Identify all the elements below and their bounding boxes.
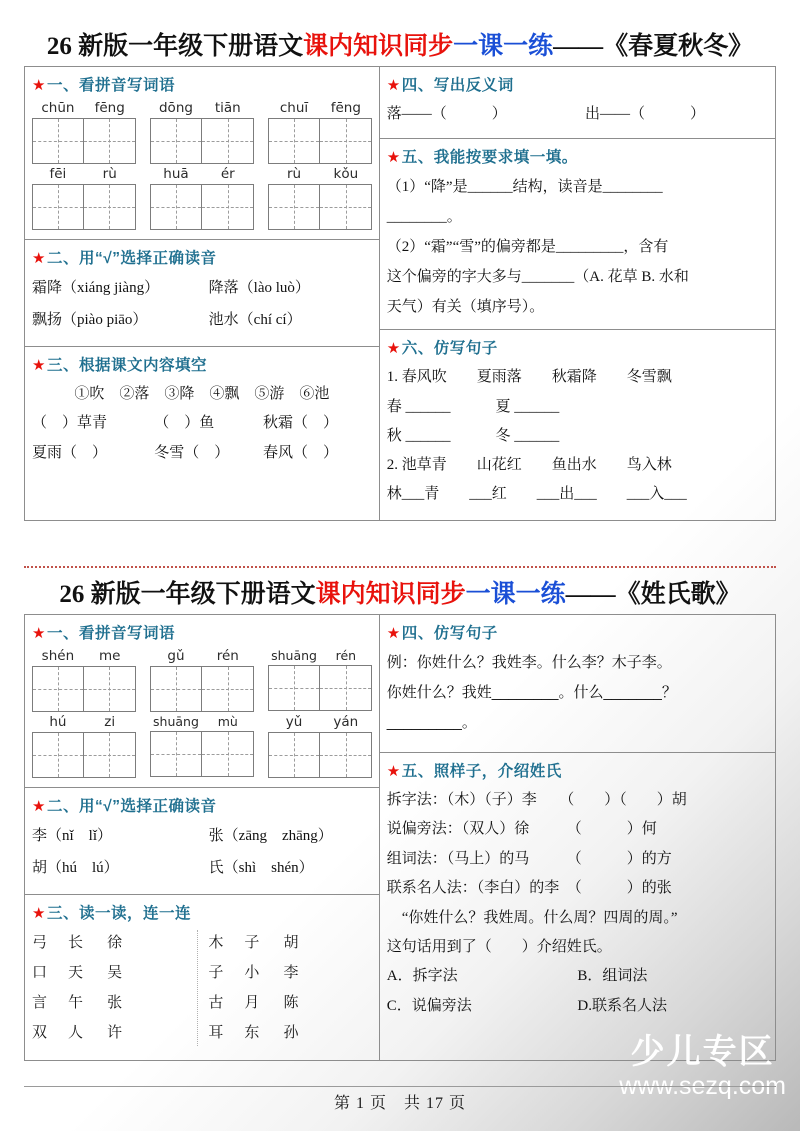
- question-line[interactable]: 这个偏旁的字大多与_______（A. 花草 B. 水和: [386, 269, 689, 286]
- character-grid[interactable]: [268, 732, 372, 778]
- pinyin-syllable: rén: [335, 648, 357, 663]
- character-grid[interactable]: [150, 731, 254, 777]
- match-surname[interactable]: 张: [107, 995, 123, 1011]
- grid-cell[interactable]: [151, 732, 201, 776]
- match-char[interactable]: 月: [244, 995, 260, 1011]
- antonym-row[interactable]: [387, 100, 768, 129]
- page-footer: 第 1 页 共 17 页: [333, 1095, 466, 1112]
- match-char[interactable]: 双: [32, 1025, 48, 1041]
- worksheet-1-frame: [24, 66, 776, 521]
- grid-cell[interactable]: [269, 119, 319, 163]
- section-3-fill-from-text: [25, 347, 379, 480]
- character-grid[interactable]: [268, 118, 372, 164]
- grid-cell[interactable]: [83, 185, 134, 229]
- quoted-sentence: “你姓什么？我姓周。什么周？四周的周。”: [386, 910, 678, 926]
- footer-divider: [24, 1086, 776, 1087]
- title-part-red: 课内知识同步: [303, 33, 454, 60]
- answer-line[interactable]: 春 ______ 夏 ______: [386, 398, 560, 415]
- watermark-brand: 少儿专区: [630, 1033, 775, 1071]
- answer-line[interactable]: 林___青 ___红 ___出___ ___入___: [386, 486, 687, 503]
- pronunciation-row[interactable]: [32, 853, 372, 885]
- pinyin-group: [32, 714, 136, 778]
- star-icon: ★: [386, 340, 401, 358]
- pinyin-row: [32, 100, 372, 164]
- question-line[interactable]: （2）“霜”“雪”的偏旁都是_________，含有: [386, 239, 669, 256]
- matching-row[interactable]: [32, 928, 195, 958]
- grid-cell[interactable]: [151, 667, 201, 711]
- grid-cell[interactable]: [269, 733, 319, 777]
- match-char[interactable]: 午: [67, 995, 83, 1011]
- pinyin-labels: [32, 100, 136, 116]
- pronunciation-item[interactable]: 李（nǐ lǐ）: [32, 828, 113, 844]
- match-char[interactable]: 天: [67, 965, 83, 981]
- grid-cell[interactable]: [269, 666, 319, 710]
- match-surname[interactable]: 胡: [283, 935, 299, 951]
- pronunciation-item[interactable]: 胡（hú lú）: [32, 859, 119, 876]
- star-icon: ★: [32, 357, 46, 374]
- method-line[interactable]: 联系名人法：（李白）的李 （ ）的张: [386, 879, 672, 896]
- method-line[interactable]: 说偏旁法：（双人）徐 （ ）何: [386, 821, 657, 838]
- pinyin-syllable: chūn: [41, 100, 75, 116]
- question-line[interactable]: 这句话用到了（ ）介绍姓氏。: [386, 939, 612, 955]
- pinyin-syllable: fēng: [94, 100, 125, 116]
- worksheet-1-left-column: [25, 67, 380, 520]
- character-grid[interactable]: [150, 666, 254, 712]
- section-heading-text: 二、用“√”选择正确读音: [46, 798, 217, 815]
- character-grid[interactable]: [32, 184, 136, 230]
- worksheet-1-right-column: [380, 67, 775, 520]
- match-char[interactable]: 东: [244, 1025, 260, 1041]
- star-icon: ★: [32, 625, 46, 642]
- section-heading: [32, 621, 372, 643]
- pinyin-syllable: shuāng: [271, 648, 317, 663]
- pinyin-syllable: rù: [102, 166, 117, 182]
- pronunciation-item[interactable]: 降落（lào luò）: [208, 280, 310, 296]
- method-line[interactable]: 拆字法：（木）（子）李 （ ）（ ）胡: [386, 792, 687, 808]
- title-part-blue: 一课一练: [465, 581, 566, 608]
- pinyin-syllable: me: [98, 648, 121, 664]
- match-surname[interactable]: 吴: [107, 965, 123, 981]
- character-grid[interactable]: [32, 666, 136, 712]
- question-line[interactable]: （1）“降”是______结构，读音是________: [386, 179, 663, 196]
- pinyin-labels: [32, 714, 136, 730]
- example-line: 2. 池草青 山花红 鱼出水 鸟入林: [386, 457, 672, 473]
- pinyin-group: [268, 100, 372, 164]
- pinyin-row: [32, 166, 372, 230]
- section-heading-text: 三、读一读，连一连: [46, 905, 191, 922]
- match-char[interactable]: 子: [208, 965, 224, 981]
- character-grid[interactable]: [150, 184, 254, 230]
- pinyin-labels: [268, 648, 372, 663]
- match-surname[interactable]: 徐: [107, 935, 123, 951]
- section-5-fill-as-required: [380, 139, 775, 330]
- watermark-url: www.sezq.com: [619, 1072, 786, 1100]
- section-heading: [32, 73, 372, 95]
- worksheet-2-frame: [24, 614, 776, 1061]
- matching-exercise[interactable]: [32, 928, 372, 1048]
- match-char[interactable]: 古: [208, 995, 224, 1011]
- pinyin-syllable: huā: [163, 166, 189, 182]
- pinyin-syllable: rén: [216, 648, 239, 664]
- match-char[interactable]: 口: [32, 965, 48, 981]
- character-grid[interactable]: [268, 665, 372, 711]
- match-char[interactable]: 弓: [32, 935, 48, 951]
- pinyin-group: [268, 166, 372, 230]
- answer-line[interactable]: _________。: [386, 714, 477, 731]
- section-2-choose-pronunciation: [25, 240, 379, 347]
- pinyin-group: [32, 100, 136, 164]
- pronunciation-item[interactable]: 张（zāng zhāng）: [208, 828, 333, 844]
- star-icon: ★: [32, 77, 46, 94]
- section-2-choose-pronunciation: [25, 788, 379, 895]
- pinyin-labels: [150, 648, 254, 664]
- pinyin-labels: [150, 714, 254, 729]
- section-3-read-and-match: [25, 895, 379, 1060]
- pinyin-group: [150, 714, 254, 778]
- option-row[interactable]: [387, 962, 768, 991]
- matching-row[interactable]: [32, 1018, 195, 1048]
- pinyin-group: [150, 100, 254, 164]
- answer-line[interactable]: 你姓什么？我姓________。什么_______？: [386, 684, 677, 701]
- pinyin-syllable: chuī: [279, 100, 309, 116]
- section-heading: [387, 336, 768, 358]
- worksheet-2-title: [24, 574, 776, 614]
- section-heading-text: 三、根据课文内容填空: [46, 357, 207, 374]
- character-grid[interactable]: [150, 118, 254, 164]
- worksheet-separator: [24, 566, 776, 568]
- section-1-pinyin-writing: [25, 67, 379, 240]
- star-icon: ★: [32, 250, 46, 267]
- match-surname[interactable]: 李: [283, 965, 299, 981]
- title-part-lesson: ——《姓氏歌》: [565, 581, 741, 608]
- example-line: 例：你姓什么？我姓李。什么李？木子李。: [386, 654, 672, 671]
- match-char[interactable]: 小: [244, 965, 260, 981]
- matching-row[interactable]: [208, 928, 371, 958]
- grid-cell[interactable]: [201, 732, 252, 776]
- pinyin-syllable: ér: [220, 166, 235, 182]
- option-d[interactable]: D.联系名人法: [577, 997, 667, 1014]
- match-surname[interactable]: 陈: [283, 995, 299, 1011]
- grid-cell[interactable]: [33, 185, 83, 229]
- fill-blank-item[interactable]: （ ）鱼: [154, 415, 215, 432]
- section-heading: [32, 794, 372, 816]
- section-heading-text: 五、我能按要求填一填。: [401, 149, 578, 167]
- pinyin-syllable: dōng: [158, 100, 193, 116]
- title-part-prefix: 26 新版一年级下册语文: [59, 581, 316, 608]
- section-heading-text: 四、仿写句子: [401, 625, 498, 642]
- grid-cell[interactable]: [151, 185, 201, 229]
- pinyin-syllable: shén: [41, 648, 75, 664]
- section-4-antonyms: [380, 67, 775, 139]
- section-heading: [32, 353, 372, 375]
- pinyin-row: [32, 714, 372, 778]
- option-a[interactable]: A．拆字法: [386, 968, 458, 985]
- worksheet-1: [24, 26, 776, 521]
- option-row[interactable]: [387, 992, 768, 1021]
- matching-row[interactable]: [32, 958, 195, 988]
- grid-cell[interactable]: [151, 119, 201, 163]
- pinyin-group: [268, 714, 372, 778]
- section-heading: [387, 145, 768, 167]
- matching-divider: [197, 930, 198, 1046]
- pinyin-syllable: yǔ: [285, 714, 303, 730]
- antonym-item[interactable]: 落——（ ）: [386, 106, 507, 122]
- pinyin-group: [32, 648, 136, 712]
- pronunciation-item[interactable]: 池水（chí cí）: [208, 311, 302, 328]
- grid-cell[interactable]: [201, 667, 252, 711]
- pinyin-syllable: kǒu: [333, 166, 359, 182]
- grid-cell[interactable]: [33, 733, 83, 777]
- match-char[interactable]: 人: [67, 1025, 83, 1041]
- match-char[interactable]: 长: [67, 935, 83, 951]
- pronunciation-item[interactable]: 氏（shì shén）: [208, 859, 314, 876]
- option-c[interactable]: C．说偏旁法: [386, 997, 472, 1014]
- pinyin-labels: [32, 648, 136, 664]
- matching-row[interactable]: [208, 1018, 371, 1048]
- example-line: 1. 春风吹 夏雨落 秋霜降 冬雪飘: [386, 369, 672, 386]
- star-icon: ★: [32, 905, 46, 922]
- section-heading: [32, 901, 372, 923]
- antonym-item[interactable]: 出——（ ）: [585, 106, 706, 122]
- fill-blank-item[interactable]: 冬雪（ ）: [154, 444, 230, 461]
- pinyin-syllable: rù: [286, 166, 302, 182]
- worksheet-1-title: [24, 26, 776, 66]
- answer-line[interactable]: 秋 ______ 冬 ______: [386, 427, 560, 444]
- section-heading-text: 四、写出反义词: [401, 77, 514, 94]
- question-line[interactable]: 天气）有关（填序号）。: [386, 299, 545, 316]
- fill-blank-item[interactable]: 春风（ ）: [263, 444, 339, 461]
- match-char[interactable]: 木: [208, 935, 224, 951]
- section-heading: [387, 73, 768, 95]
- match-char[interactable]: 子: [244, 935, 260, 951]
- grid-cell[interactable]: [319, 666, 370, 710]
- section-5-introduce-surname: [380, 753, 775, 1031]
- matching-row[interactable]: [32, 988, 195, 1018]
- pinyin-labels: [268, 166, 372, 182]
- title-part-prefix: 26 新版一年级下册语文: [46, 33, 304, 60]
- section-6-imitate-sentences: [380, 330, 775, 519]
- character-grid[interactable]: [32, 732, 136, 778]
- option-b[interactable]: B．组词法: [577, 968, 648, 985]
- pinyin-group: [268, 648, 372, 712]
- match-surname[interactable]: 孙: [283, 1025, 299, 1041]
- pinyin-row: [32, 648, 372, 712]
- pinyin-syllable: gǔ: [167, 648, 185, 664]
- pinyin-labels: [268, 100, 372, 116]
- match-char[interactable]: 耳: [208, 1025, 224, 1041]
- pinyin-group: [150, 648, 254, 712]
- match-surname[interactable]: 许: [107, 1025, 123, 1041]
- word-bank: ①吹 ②落 ③降 ④飘 ⑤游 ⑥池: [74, 386, 330, 402]
- matching-right-group[interactable]: [208, 928, 371, 1048]
- pinyin-group: [32, 166, 136, 230]
- match-char[interactable]: 言: [32, 995, 48, 1011]
- grid-cell[interactable]: [319, 733, 370, 777]
- section-heading-text: 五、照样子，介绍姓氏: [401, 763, 562, 780]
- character-grid[interactable]: [32, 118, 136, 164]
- matching-left-group[interactable]: [32, 928, 195, 1048]
- fill-blank-item[interactable]: 夏雨（ ）: [32, 444, 108, 461]
- pinyin-labels: [150, 166, 254, 182]
- title-part-blue: 一课一练: [453, 33, 554, 60]
- section-heading: [387, 759, 768, 781]
- grid-cell[interactable]: [319, 185, 370, 229]
- pinyin-syllable: tiān: [214, 100, 241, 116]
- title-part-red: 课内知识同步: [315, 581, 466, 608]
- pinyin-syllable: hú: [49, 714, 67, 730]
- star-icon: ★: [386, 763, 401, 780]
- pinyin-labels: [150, 100, 254, 116]
- grid-cell[interactable]: [33, 119, 83, 163]
- question-line[interactable]: ________。: [386, 209, 462, 226]
- pinyin-labels: [268, 714, 372, 730]
- pinyin-syllable: mù: [217, 714, 238, 729]
- star-icon: ★: [386, 149, 401, 167]
- grid-cell[interactable]: [201, 119, 252, 163]
- matching-row[interactable]: [208, 988, 371, 1018]
- pinyin-group: [150, 166, 254, 230]
- star-icon: ★: [32, 798, 46, 815]
- grid-cell[interactable]: [83, 119, 134, 163]
- pronunciation-row[interactable]: [32, 273, 372, 305]
- star-icon: ★: [386, 77, 401, 94]
- pinyin-labels: [32, 166, 136, 182]
- grid-cell[interactable]: [319, 119, 370, 163]
- section-heading: [32, 246, 372, 268]
- pronunciation-row[interactable]: [32, 305, 372, 337]
- method-line[interactable]: 组词法：（马上）的马 （ ）的方: [386, 850, 672, 867]
- title-part-lesson: ——《春夏秋冬》: [553, 33, 754, 60]
- pronunciation-item[interactable]: 霜降（xiáng jiàng）: [32, 280, 160, 296]
- pronunciation-item[interactable]: 飘扬（piào piāo）: [32, 311, 148, 328]
- worksheet-2: [24, 574, 776, 1061]
- grid-cell[interactable]: [83, 733, 134, 777]
- pronunciation-row[interactable]: [32, 821, 372, 853]
- section-heading-text: 二、用“√”选择正确读音: [46, 250, 217, 267]
- fill-blank-item[interactable]: （ ）草青: [32, 415, 108, 432]
- grid-cell[interactable]: [269, 185, 319, 229]
- section-4-imitate-sentences: [380, 615, 775, 753]
- grid-cell[interactable]: [201, 185, 252, 229]
- grid-cell[interactable]: [33, 667, 83, 711]
- fill-blank-row[interactable]: [32, 439, 372, 468]
- worksheet-2-left-column: [25, 615, 380, 1060]
- section-heading: [387, 621, 768, 643]
- star-icon: ★: [386, 625, 401, 642]
- section-1-pinyin-writing: [25, 615, 379, 788]
- grid-cell[interactable]: [83, 667, 134, 711]
- character-grid[interactable]: [268, 184, 372, 230]
- pinyin-syllable: shuāng: [153, 714, 199, 729]
- section-heading-text: 六、仿写句子: [401, 340, 498, 358]
- section-heading-text: 一、看拼音写词语: [46, 625, 175, 642]
- worksheet-2-right-column: [380, 615, 775, 1060]
- pinyin-syllable: zi: [104, 714, 116, 730]
- fill-blank-item[interactable]: 秋霜（ ）: [263, 415, 339, 432]
- pinyin-syllable: fēi: [49, 166, 67, 182]
- pinyin-syllable: fēng: [330, 100, 361, 116]
- pinyin-syllable: yán: [333, 714, 359, 730]
- fill-blank-row[interactable]: [32, 409, 372, 438]
- section-heading-text: 一、看拼音写词语: [46, 77, 175, 94]
- matching-row[interactable]: [208, 958, 371, 988]
